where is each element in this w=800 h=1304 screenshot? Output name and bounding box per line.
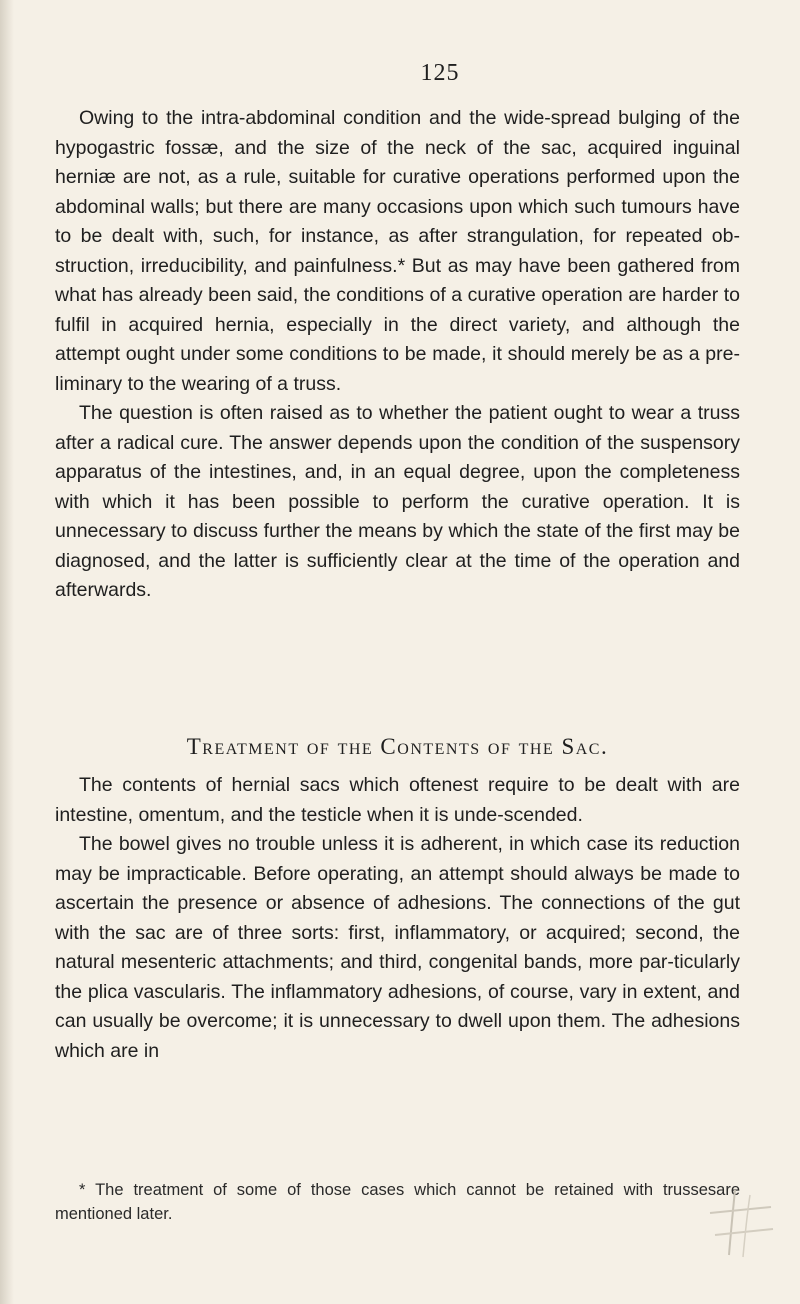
page-number: 125 [420,60,460,86]
section-paragraph-2: The bowel gives no trouble unless it is adherent, in which case its reduction may be impracticable. Before operating, an attempt should always be made to ascertain the presence or absence of adhesions. The connections of the gut with the sac are of three sorts: first, inflammatory, or acquired; second, the natural mesenteric attachments; and third, congenital bands, more par-ticularly the plica vascularis. The inflammatory adhesions, of course, vary in extent, and can usually be overcome; it is unnecessary to dwell upon them. The adhesions which are in [55,833,740,1062]
body-text [55,104,740,606]
section-paragraph-1: The contents of hernial sacs which oftenest require to be dealt with are intestine, omentum, and the testicle when it is unde-scended. [55,774,740,826]
footnote-text: * The treatment of some of those cases which cannot be retained with trussesare mentioned later. [55,1181,740,1223]
page-edge-shadow [0,0,14,1304]
paragraph-2: The question is often raised as to whether the patient ought to wear a truss after a radical cure. The answer depends upon the condition of the suspensory apparatus of the intestines, and, in an equal degree, upon the completeness with which it has been possible to perform the curative operation. It is unnecessary to discuss further the means by which the state of the first may be diagnosed, and the latter is sufficiently clear at the time of the operation and afterwards. [55,402,740,601]
section-body-text [55,771,740,1066]
section-heading: Treatment of the Contents of the Sac. [186,734,609,759]
ink-mark-icon [705,1185,775,1260]
paragraph-1: Owing to the intra-abdominal condition and the wide-spread bulging of the hypogastric fossæ, and the size of the neck of the sac, acquired inguinal herniæ are not, as a rule, suitable for curative operations performed upon the abdominal walls; but there are many occasions upon which such tumours have to be dealt with, such, for instance, as after strangulation, for repeated ob-struction, irreducibility, and painfulness.* But as may have been gathered from what has already been said, the conditions of a curative operation are harder to fulfil in acquired hernia, especially in the direct variety, and although the attempt ought under some conditions to be made, it should merely be as a pre-liminary to the wearing of a truss. [55,107,740,395]
footnote [55,1178,740,1226]
